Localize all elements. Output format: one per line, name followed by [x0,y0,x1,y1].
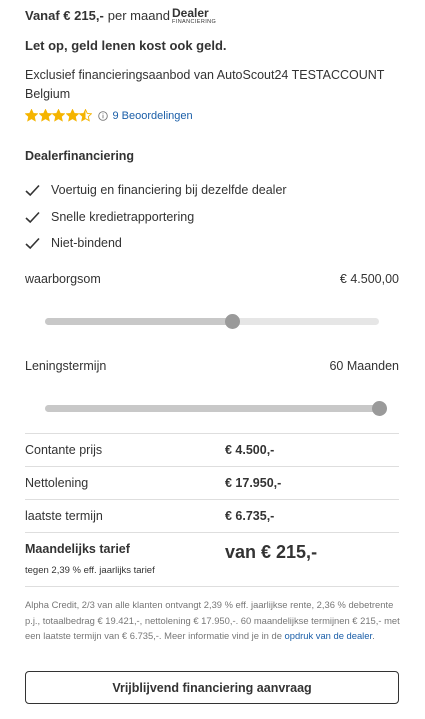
price-amount: Vanaf € 215,- [25,8,104,23]
summary-value-last-term: € 6.735,- [225,509,275,523]
term-slider-thumb[interactable] [372,401,387,416]
offer-description: Exclusief financieringsaanbod van AutoScout24 TESTACCOUNT Belgium [25,68,385,101]
summary-value-cash-price: € 4.500,- [225,443,275,457]
star-icon [66,109,79,122]
badge-main-text: Dealer [172,6,209,20]
price-period: per maand [107,8,170,23]
rating-row [25,109,193,122]
summary-label-net-loan: Nettolening [25,476,89,490]
term-slider[interactable] [45,405,379,412]
summary-label-last-term: laatste termijn [25,509,103,523]
dealer-imprint-link[interactable]: opdruk van de dealer [284,630,373,641]
summary-divider [25,499,399,500]
term-slider-fill [45,405,379,412]
star-icon [39,109,52,122]
legal-text: Alpha Credit, 2/3 van alle klanten ontvangt 2,39 % eff. jaarlijkse rente, 2,36 % debetrente p.j., totaalbedrag € 19.421,-, nettolening € 17.950,-. 60 maandelijkse termijnen € 215,- met een laatste termijn van € 6.735,-. Meer informatie vind je in de [25,599,400,641]
lending-warning: Let op, geld lenen kost ook geld. [25,38,227,53]
checkmark-icon [25,237,40,250]
legal-disclaimer [25,597,403,644]
summary-divider [25,466,399,467]
monthly-rate-note: tegen 2,39 % eff. jaarlijks tarief [25,565,155,576]
term-label: Leningstermijn [25,359,107,373]
financing-request-button[interactable]: Vrijblijvend financiering aanvraag [25,671,399,704]
summary-divider [25,586,399,587]
feature-item [25,210,194,224]
star-icon [79,109,92,122]
deposit-slider[interactable] [45,318,379,325]
deposit-label: waarborgsom [25,272,101,286]
section-title: Dealerfinanciering [25,149,135,163]
monthly-rate-label: Maandelijks tarief [25,542,130,556]
star-rating [25,109,93,122]
deposit-slider-thumb[interactable] [225,314,240,329]
feature-label: Voertuig en financiering bij dezelfde dealer [51,183,287,197]
feature-label: Snelle kredietrapportering [51,210,195,224]
checkmark-icon [25,184,40,197]
summary-divider [25,433,399,434]
star-icon [52,109,65,122]
feature-label: Niet-bindend [51,236,122,250]
info-icon[interactable] [98,111,108,121]
term-value: 60 Maanden [329,359,399,373]
checkmark-icon [25,211,40,224]
monthly-rate-value: van € 215,- [225,542,318,562]
deposit-value: € 4.500,00 [339,272,399,286]
summary-divider [25,532,399,533]
price-line [25,8,170,23]
reviews-link[interactable]: 9 Beoordelingen [112,109,193,122]
summary-value-net-loan: € 17.950,- [225,476,282,490]
star-icon [25,109,38,122]
legal-end: . [372,630,375,641]
feature-item [25,236,122,250]
badge-sub-text: FINANCIERING [172,19,217,25]
feature-item [25,183,287,197]
summary-label-cash-price: Contante prijs [25,443,103,457]
dealer-financing-badge [172,7,216,26]
deposit-slider-fill [45,318,232,325]
